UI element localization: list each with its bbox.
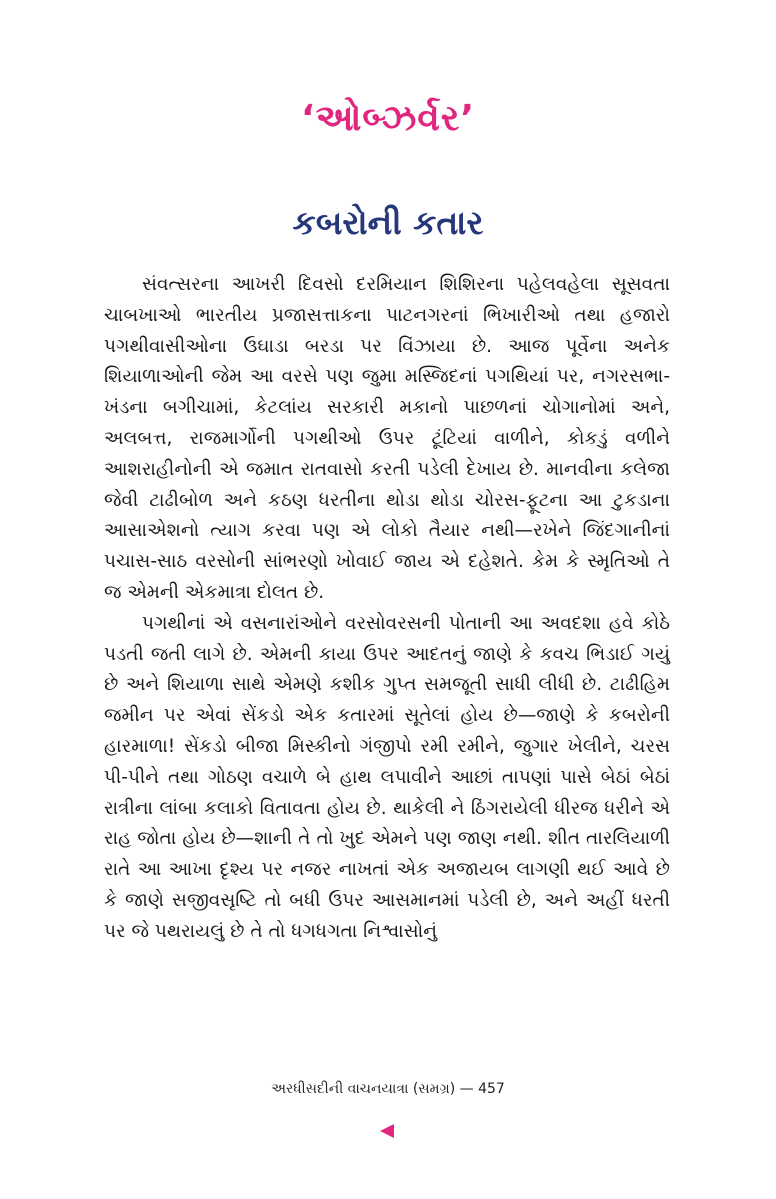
- previous-page-arrow-icon[interactable]: [380, 1124, 394, 1138]
- series-title: ‘ઓબ્ઝર્વર’: [300, 98, 476, 139]
- paragraph-1: સંવત્સરના આખરી દિવસો દરમિયાન શિશિરના પહેલવહેલા સૂસવતા ચાબખાઓ ભારતીય પ્રજાસત્તાકના પાટનગરનાં ભિખારીઓ તથા હજારો પગથીવાસીઓના ઉઘાડા બરડા પર વિંઝાયા છે. આજ પૂર્વેના અનેક શિયાળાઓની જેમ આ વરસે પણ જુમા મસ્જિદનાં પગથિયાં પર, નગરસભા-ખંડના બગીચામાં, કેટલાંય સરકારી મકાનો પાછળનાં ચોગાનોમાં અને, અલબત્ત, રાજમાર્ગોની પગથીઓ ઉપર ટૂંટિયાં વાળીને, કોકડું વળીને આશરાહીનોની એ જમાત રાતવાસો કરતી પડેલી દેખાય છે. માનવીના કલેજા જેવી ટાઢીબોળ અને કઠણ ધરતીના થોડા થોડા ચોરસ-ફૂટના આ ટુકડાના આસાએશનો ત્યાગ કરવા પણ એ લોકો તૈયાર નથી—રખેને જિંદગાનીનાં પચાસ-સાઠ વરસોની સાંભરણો ખોવાઈ જાય એ દહેશતે. કેમ કે સ્મૃતિઓ તે જ એમની એકમાત્રા દોલત છે.: [104, 274, 670, 603]
- running-footer: અરધીસદીની વાચનયાત્રા (સમગ્ર) — 457: [271, 1081, 505, 1097]
- story-title: કબરોની કતાર: [292, 203, 484, 242]
- body-text: [104, 270, 670, 948]
- paragraph-2: પગથીનાં એ વસનારાંઓને વરસોવરસની પોતાની આ અવદશા હવે કોઠે પડતી જતી લાગે છે. એમની કાયા ઉપર આદતનું જાણે કે કવચ ભિડાઈ ગયું છે અને શિયાળા સાથે એમણે કશીક ગુપ્ત સમજૂતી સાધી લીધી છે. ટાઢીહિમ જમીન પર એવાં સેંકડો એક કતારમાં સૂતેલાં હોય છે—જાણે કે કબરોની હારમાળા! સેંકડો બીજા મિસ્કીનો ગંજીપો રમી રમીને, જુગાર ખેલીને, ચરસ પી-પીને તથા ગોઠણ વચાળે બે હાથ લપાવીને આછાં તાપણાં પાસે બેઠાં બેઠાં રાત્રીના લાંબા કલાકો વિતાવતા હોય છે. થાકેલી ને ઠિંગરાયેલી ધીરજ ધરીને એ રાહ જોતા હોય છે—શાની તે તો ખુદ એમને પણ જાણ નથી. શીત તારલિયાળી રાતે આ આખા દૃશ્ય પર નજર નાખતાં એક અજાયબ લાગણી થઈ આવે છે કે જાણે સજીવસૃષ્ટિ તો બધી ઉપર આસમાનમાં પડેલી છે, અને અહીં ધરતી પર જે પથરાયલું છે તે તો ધગધગતા નિશ્વાસોનું: [104, 612, 670, 942]
